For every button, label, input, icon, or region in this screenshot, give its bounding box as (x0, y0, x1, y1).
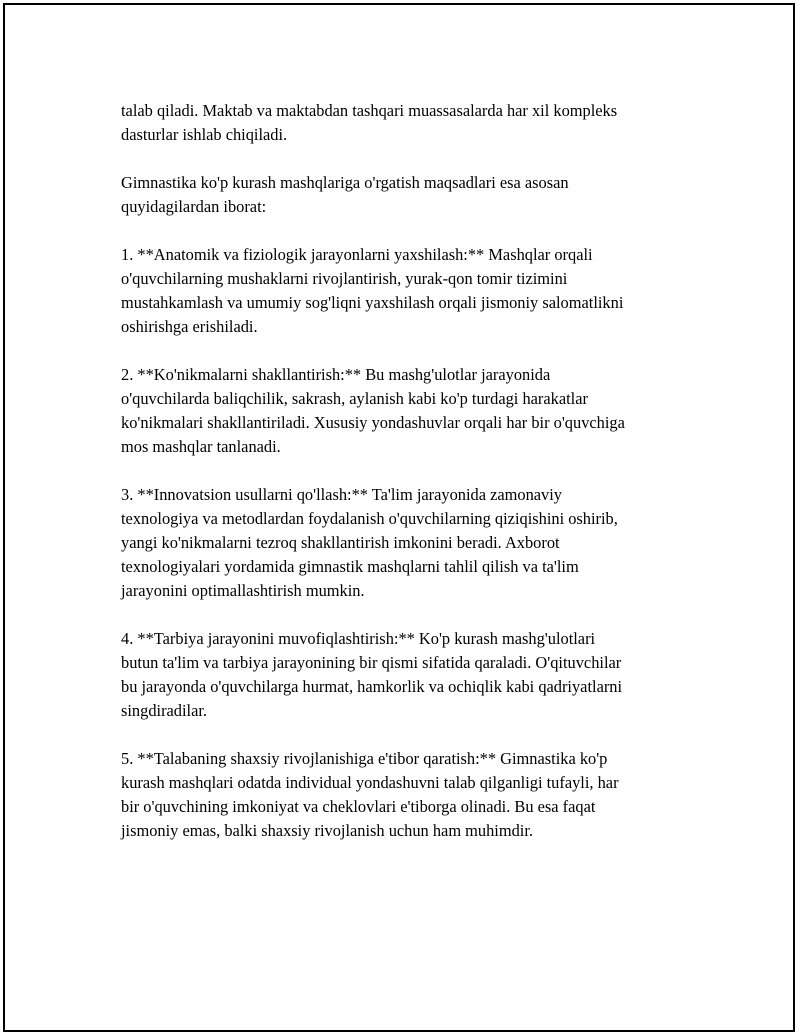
list-item-3: 3. **Innovatsion usullarni qo'llash:** Ta'lim jarayonida zamonaviy texnologiya va metodlardan foydalanish o'quvchilarning qiziqishini oshirib, yangi ko'nikmalarni tezroq shakllantirish imkonini beradi. Axborot texnologiyalari yordamida gimnastik mashqlarni tahlil qilish va ta'lim jarayonini optimallashtirish mumkin. (121, 485, 618, 600)
paragraph-goals-intro: Gimnastika ko'p kurash mashqlariga o'rgatish maqsadlari esa asosan quyidagilardan iborat: (121, 173, 569, 216)
paragraph-intro-continuation: talab qiladi. Maktab va maktabdan tashqari muassasalarda har xil kompleks dasturlar ishlab chiqiladi. (121, 101, 618, 144)
page-frame (3, 3, 795, 1032)
list-item-1: 1. **Anatomik va fiziologik jarayonlarni yaxshilash:** Mashqlar orqali o'quvchilarning mushaklarni rivojlantirish, yurak-qon tomir tizimini mustahkamlash va umumiy sog'liqni yaxshilash orqali jismoniy salomatlikni oshirishga erishiladi. (121, 245, 624, 336)
list-item-4: 4. **Tarbiya jarayonini muvofiqlashtirish:** Ko'p kurash mashg'ulotlari butun ta'lim va tarbiya jarayonining bir qismi sifatida qaraladi. O'qituvchilar bu jarayonda o'quvchilarga hurmat, hamkorlik va ochiqlik kabi qadriyatlarni singdiradilar. (121, 629, 623, 720)
document-body (121, 99, 693, 867)
list-item-2: 2. **Ko'nikmalarni shakllantirish:** Bu mashg'ulotlar jarayonida o'quvchilarda baliqchilik, sakrash, aylanish kabi ko'p turdagi harakatlar ko'nikmalari shakllantiriladi. Xususiy yondashuvlar orqali har bir o'quvchiga mos mashqlar tanlanadi. (121, 365, 625, 456)
list-item-5: 5. **Talabaning shaxsiy rivojlanishiga e'tibor qaratish:** Gimnastika ko'p kurash mashqlari odatda individual yondashuvni talab qilganligi tufayli, har bir o'quvchining imkoniyat va cheklovlari e'tiborga olinadi. Bu esa faqat jismoniy emas, balki shaxsiy rivojlanish uchun ham muhimdir. (121, 749, 619, 840)
